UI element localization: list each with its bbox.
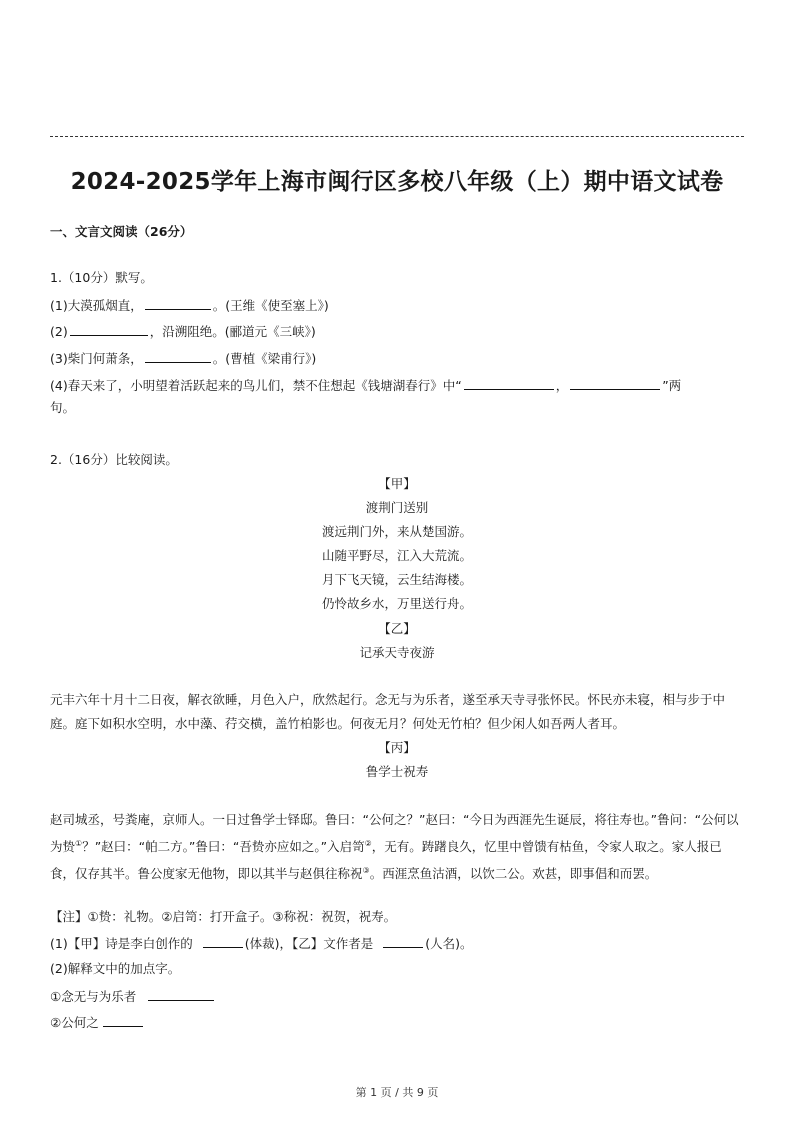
passage-title-yi: 记承天寺夜游 <box>359 645 435 660</box>
q1-item-3: (3)柴门何萧条， 。(曹植《梁甫行》) <box>50 351 317 366</box>
poem-line: 仍怜故乡水，万里送行舟。 <box>321 596 472 611</box>
footnote-marker: ① <box>75 839 83 848</box>
poem-line: 山随平野尽，江入大荒流。 <box>321 548 472 563</box>
page-footer: 第 1 页 / 共 9 页 <box>355 1086 439 1099</box>
passage-label-yi: 【乙】 <box>378 621 416 636</box>
answer-blank[interactable] <box>103 1014 143 1027</box>
passage-label-bing: 【丙】 <box>378 740 416 755</box>
answer-blank[interactable] <box>145 350 211 363</box>
section-heading: 一、文言文阅读（26分） <box>50 224 193 239</box>
passage-bing-text: 赵司城丞，号粪庵，京师人。一日过鲁学士铎邸。鲁曰：“公何之？”赵曰：“今日为西涯先生诞辰，将往寿也。”鲁问：“公何以为贽①？”赵曰：“帕二方。”鲁曰：“吾贽亦应如之。”入启笥②，无有。踌躇良久，忆里中曾馈有枯鱼，令家人取之。家人报已食，仅存其半。鲁公度家无他物，即以其半与赵俱往称祝③。西涯烹鱼沽酒，以饮二公。欢甚，即事倡和而罢。 <box>50 812 739 882</box>
answer-blank[interactable] <box>203 935 243 948</box>
q1-item-2: (2) ，沿溯阻绝。(郦道元《三峡》) <box>50 324 316 339</box>
answer-blank[interactable] <box>464 377 554 390</box>
answer-blank[interactable] <box>70 323 148 336</box>
answer-blank[interactable] <box>383 935 423 948</box>
footnote-marker: ③ <box>362 866 370 876</box>
answer-blank[interactable] <box>145 297 211 310</box>
passage-title-bing: 鲁学士祝寿 <box>365 764 429 779</box>
poem-line: 渡远荆门外，来从楚国游。 <box>321 524 472 539</box>
passage-label-jia: 【甲】 <box>378 476 416 491</box>
q1-item-1: (1)大漠孤烟直， 。(王维《使至塞上》) <box>50 298 329 313</box>
passage-yi-text: 元丰六年十月十二日夜，解衣欲睡，月色入户，欣然起行。念无与为乐者，遂至承天寺寻张怀民。怀民亦未寝，相与步于中庭。庭下如积水空明，水中藻、荇交横，盖竹柏影也。何夜无月？何处无竹柏？但少闲人如吾两人者耳。 <box>50 692 726 731</box>
top-dashed-divider <box>50 136 744 137</box>
q1-item-4-cont: 句。 <box>50 400 76 415</box>
annotation-note: 【注】①贽：礼物。②启笥：打开盒子。③称祝：祝贺，祝寿。 <box>50 909 397 924</box>
q2-subquestion-1: (1)【甲】诗是李白创作的 (体裁)，【乙】文作者是 (人名)。 <box>50 936 473 951</box>
page-title: 2024-2025学年上海市闽行区多校八年级（上）期中语文试卷 <box>70 169 724 195</box>
q2-sub-item-2: ②公何之 <box>50 1014 145 1031</box>
question-2-heading: 2.（16分）比较阅读。 <box>50 452 178 467</box>
q2-sub-item-1: ①念无与为乐者 <box>50 988 216 1005</box>
answer-blank[interactable] <box>570 377 660 390</box>
poem-title: 渡荆门送别 <box>365 500 429 515</box>
q2-subquestion-2: (2)解释文中的加点字。 <box>50 961 181 976</box>
answer-blank[interactable] <box>148 988 214 1001</box>
poem-line: 月下飞天镜，云生结海楼。 <box>321 572 472 587</box>
q1-item-4: (4)春天来了，小明望着活跃起来的鸟儿们，禁不住想起《钱塘湖春行》中“ ， ”两 <box>50 378 682 393</box>
question-1-heading: 1.（10分）默写。 <box>50 270 153 285</box>
footnote-marker: ② <box>364 839 372 848</box>
